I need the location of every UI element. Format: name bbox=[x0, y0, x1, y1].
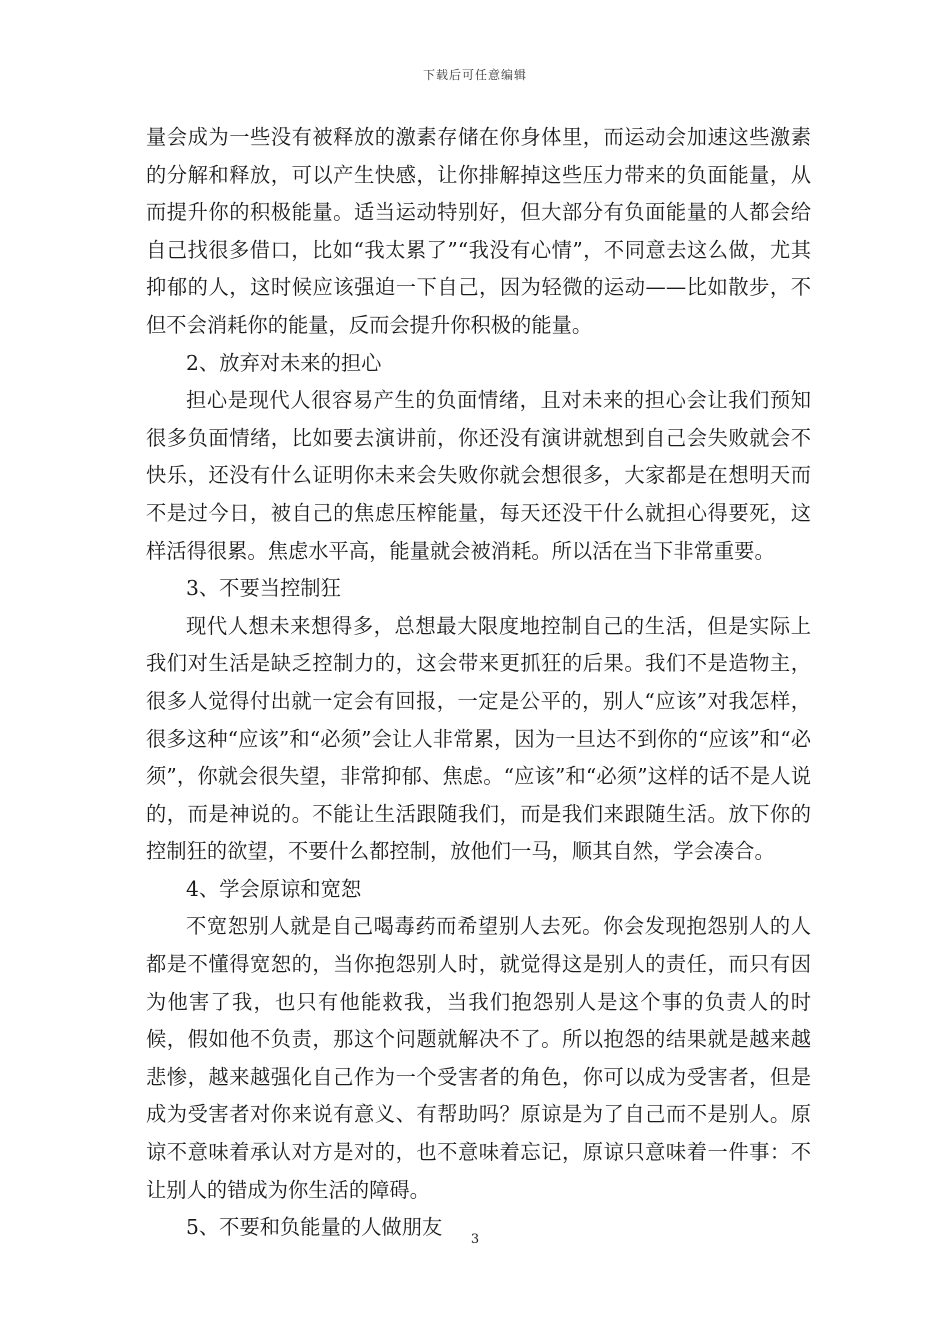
paragraph-exercise: 量会成为一些没有被释放的激素存储在你身体里，而运动会加速这些激素的分解和释放，可以产生快感，让你排解掉这些压力带来的负面能量，从而提升你的积极能量。适当运动特别好，但大部分有负面能量的人都会给自己找很多借口，比如“我太累了”“我没有心情”，不同意去这么做，尤其抑郁的人，这时候应该强迫一下自己，因为轻微的运动——比如散步，不但不会消耗你的能量，反而会提升你积极的能量。 bbox=[146, 125, 811, 337]
section-heading-2: 2、放弃对未来的担心 bbox=[186, 350, 382, 375]
page-number: 3 bbox=[470, 1232, 480, 1247]
page-body bbox=[146, 119, 811, 1247]
section-heading-4: 4、学会原谅和宽恕 bbox=[186, 876, 362, 901]
page-header: 下载后可任意编辑 bbox=[422, 68, 527, 82]
paragraph-forgiveness: 不宽恕别人就是自己喝毒药而希望别人去死。你会发现抱怨别人的人都是不懂得宽恕的，当你抱怨别人时，就觉得这是别人的责任，而只有因为他害了我，也只有他能救我，当我们抱怨别人是这个事的负责人的时候，假如他不负责，那这个问题就解决不了。所以抱怨的结果就是越来越悲惨，越来越强化自己作为一个受害者的角色，你可以成为受害者，但是成为受害者对你来说有意义、有帮助吗？原谅是为了自己而不是别人。原谅不意味着承认对方是对的，也不意味着忘记，原谅只意味着一件事：不让别人的错成为你生活的障碍。 bbox=[146, 914, 811, 1202]
section-heading-3: 3、不要当控制狂 bbox=[186, 576, 341, 601]
paragraph-worry: 担心是现代人很容易产生的负面情绪，且对未来的担心会让我们预知很多负面情绪，比如要去演讲前，你还没有演讲就想到自己会失败就会不快乐，还没有什么证明你未来会失败你就会想很多，大家都是在想明天而不是过今日，被自己的焦虑压榨能量，每天还没干什么就担心得要死，这样活得很累。焦虑水平高，能量就会被消耗。所以活在当下非常重要。 bbox=[146, 388, 811, 563]
paragraph-control: 现代人想未来想得多，总想最大限度地控制自己的生活，但是实际上我们对生活是缺乏控制力的，这会带来更抓狂的后果。我们不是造物主，很多人觉得付出就一定会有回报，一定是公平的，别人“应该”对我怎样，很多这种“应该”和“必须”会让人非常累，因为一旦达不到你的“应该”和“必须”，你就会很失望，非常抑郁、焦虑。“应该”和“必须”这样的话不是人说的，而是神说的。不能让生活跟随我们，而是我们来跟随生活。放下你的控制狂的欲望，不要什么都控制，放他们一马，顺其自然，学会凑合。 bbox=[146, 613, 811, 864]
section-heading-5: 5、不要和负能量的人做朋友 bbox=[186, 1215, 443, 1240]
